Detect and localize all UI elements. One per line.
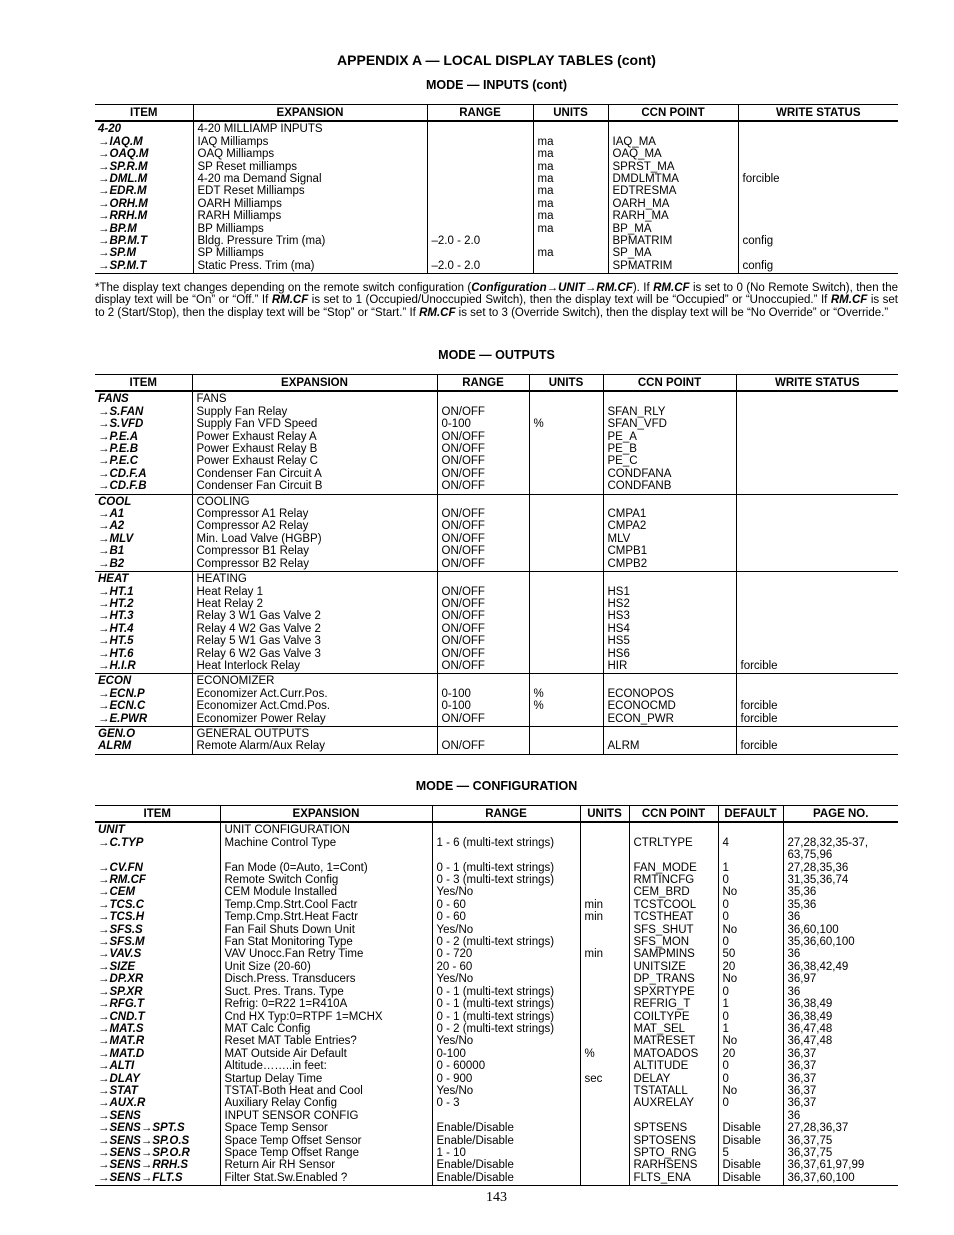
column-header: RANGE (427, 105, 533, 122)
table-row (95, 674, 898, 727)
table-cell: ON/OFF (437, 726, 529, 754)
table-cell: ON/OFF ON/OFF ON/OFF ON/OFF ON/OFF (437, 494, 529, 571)
column-header: CCN POINT (629, 806, 718, 823)
table-cell: forcible forcible (736, 674, 898, 727)
table-cell (529, 494, 603, 571)
table-cell: ALRM (603, 726, 736, 754)
table-cell: HEAT →HT.1 →HT.2 →HT.3 →HT.4 →HT.5 →HT.6 →H.I.R (95, 572, 192, 674)
config-header-row (95, 806, 898, 823)
column-header: EXPANSION (220, 806, 432, 823)
table-cell: forcible (736, 572, 898, 674)
table-cell: –2.0 - 2.0 –2.0 - 2.0 (427, 121, 533, 273)
table-row (95, 391, 898, 494)
table-cell: FANS Supply Fan Relay Supply Fan VFD Speed Power Exhaust Relay A Power Exhaust Relay B Power Exhaust Relay C Condenser Fan Circuit A Condenser Fan Circuit B (192, 391, 437, 494)
config-heading: MODE — CONFIGURATION (415, 779, 578, 793)
table-cell: ON/OFF 0-100 ON/OFF ON/OFF ON/OFF ON/OFF ON/OFF (437, 391, 529, 494)
table-cell: GENERAL OUTPUTS Remote Alarm/Aux Relay (192, 726, 437, 754)
inputs-table (95, 104, 898, 274)
table-cell: CMPA1 CMPA2 MLV CMPB1 CMPB2 (603, 494, 736, 571)
table-cell: UNIT CONFIGURATION Machine Control Type Fan Mode (0=Auto, 1=Cont) Remote Switch Config CEM Module Installed Temp.Cmp.Strt.Cool Factr Temp.Cmp.Strt.Heat Factr Fan Fail Shuts Down Unit Fan Stat Monitoring Type VAV Unocc.Fan Retry Time Unit Size (20-60) Disch.Press. Transducers Suct. Pres. Trans. Type Refrig: 0=R22 1=R410A Cnd HX Typ:0=RTPF 1=MCHX MAT Calc Config Reset MAT Table Entries? MAT Outside Air Default Altitude……..in feet: Startup Delay Time TSTAT-Both Heat and Cool Auxiliary Relay Config INPUT SENSOR CONFIG Space Temp Sensor Space Temp Offset Sensor Space Temp Offset Range Return Air RH Sensor Filter Stat.Sw.Enabled ? (220, 822, 432, 1185)
table-cell: CTRLTYPE FAN_MODE RMTINCFG CEM_BRD TCSTCOOL TCSTHEAT SFS_SHUT SFS_MON SAMPMINS UNITSIZE DP_TRANS SPXRTYPE REFRIG_T COILTYPE MAT_SEL MATRESET MATOADOS ALTITUDE DELAY TSTATALL AUXRELAY SPTSENS SPTOSENS SPTO_RNG RARHSENS FLTS_ENA (629, 822, 718, 1185)
table-cell: 1 - 6 (multi-text strings) 0 - 1 (multi-text strings) 0 - 3 (multi-text strings) Yes/No 0 - 60 0 - 60 Yes/No 0 - 2 (multi-text strings) 0 - 720 20 - 60 Yes/No 0 - 1 (multi-text strings) 0 - 1 (multi-text strings) 0 - 1 (multi-text strings) 0 - 2 (multi-text strings) Yes/No 0-100 0 - 60000 0 - 900 Yes/No 0 - 3 Enable/Disable Enable/Disable 1 - 10 Enable/Disable Enable/Disable (432, 822, 580, 1185)
column-header: UNITS (580, 806, 629, 823)
table-cell: 27,28,32,35-37, 63,75,96 27,28,35,36 31,35,36,74 35,36 35,36 36 36,60,100 35,36,60,100 36 36,38,42,49 36,97 36 36,38,49 36,38,49 36,47,48 36,47,48 36,37 36,37 36,37 36,37 36,37 36 27,28,36,37 36,37,75 36,37,75 36,37,61,97,99 36,37,60,100 (783, 822, 898, 1185)
outputs-heading: MODE — OUTPUTS (438, 348, 555, 362)
table-row (95, 121, 898, 273)
table-row (95, 726, 898, 754)
table-cell: 4-20 →IAQ.M →OAQ.M →SP.R.M →DML.M →EDR.M →ORH.M →RRH.M →BP.M →BP.M.T →SP.M →SP.M.T (95, 121, 193, 273)
column-header: PAGE NO. (783, 806, 898, 823)
table-cell: COOL →A1 →A2 →MLV →B1 →B2 (95, 494, 192, 571)
column-header: ITEM (95, 375, 192, 392)
table-cell: ECONOMIZER Economizer Act.Curr.Pos. Economizer Act.Cmd.Pos. Economizer Power Relay (192, 674, 437, 727)
page-title: APPENDIX A — LOCAL DISPLAY TABLES (cont) (337, 52, 656, 68)
table-cell (736, 494, 898, 571)
table-cell: HEATING Heat Relay 1 Heat Relay 2 Relay 3 W1 Gas Valve 2 Relay 4 W2 Gas Valve 2 Relay 5 W1 Gas Valve 3 Relay 6 W2 Gas Valve 3 Heat Interlock Relay (192, 572, 437, 674)
page-number: 143 (486, 1190, 507, 1205)
table-cell (736, 391, 898, 494)
column-header: RANGE (437, 375, 529, 392)
column-header: WRITE STATUS (738, 105, 898, 122)
footnote: *The display text changes depending on the remote switch configuration (Configuration→UNIT→RM.CF). If RM.CF is set to 0 (No Remote Switch), then the display text will be “On” or “Off.” If RM.CF is set to 1 (Occupied/Unoccupied Switch), then the display text will be “Occupied” or “Unoccupied.” If RM.CF is set to 2 (Start/Stop), then the display text will be “Stop” or “Start.” If RM.CF is set to 3 (Override Switch), then the display text will be “No Override” or “Override.” (95, 282, 898, 319)
column-header: ITEM (95, 806, 220, 823)
table-row (95, 572, 898, 674)
column-header: WRITE STATUS (736, 375, 898, 392)
table-cell: ma ma ma ma ma ma ma ma ma (533, 121, 608, 273)
table-cell: % % (529, 674, 603, 727)
table-cell: 0-100 0-100 ON/OFF (437, 674, 529, 727)
table-row (95, 822, 898, 1185)
config-table (95, 805, 898, 1186)
table-cell: FANS →S.FAN →S.VFD →P.E.A →P.E.B →P.E.C →CD.F.A →CD.F.B (95, 391, 192, 494)
table-cell (529, 572, 603, 674)
table-cell (529, 726, 603, 754)
table-cell: GEN.O ALRM (95, 726, 192, 754)
column-header: ITEM (95, 105, 193, 122)
table-cell: forcible config config (738, 121, 898, 273)
column-header: EXPANSION (192, 375, 437, 392)
table-cell: forcible (736, 726, 898, 754)
table-cell: % (529, 391, 603, 494)
table-cell: min min min % sec (580, 822, 629, 1185)
table-cell: ON/OFF ON/OFF ON/OFF ON/OFF ON/OFF ON/OFF ON/OFF (437, 572, 529, 674)
column-header: UNITS (529, 375, 603, 392)
column-header: CCN POINT (603, 375, 736, 392)
inputs-heading: MODE — INPUTS (cont) (426, 78, 567, 92)
table-cell: ECONOPOS ECONOCMD ECON_PWR (603, 674, 736, 727)
table-cell: SFAN_RLY SFAN_VFD PE_A PE_B PE_C CONDFANA CONDFANB (603, 391, 736, 494)
table-cell: COOLING Compressor A1 Relay Compressor A2 Relay Min. Load Valve (HGBP) Compressor B1 Relay Compressor B2 Relay (192, 494, 437, 571)
outputs-header-row (95, 375, 898, 392)
column-header: CCN POINT (608, 105, 738, 122)
column-header: UNITS (533, 105, 608, 122)
table-cell: HS1 HS2 HS3 HS4 HS5 HS6 HIR (603, 572, 736, 674)
table-cell: ECON →ECN.P →ECN.C →E.PWR (95, 674, 192, 727)
table-cell: UNIT →C.TYP →CV.FN →RM.CF →CEM →TCS.C →TCS.H →SFS.S →SFS.M →VAV.S →SIZE →DP.XR →SP.XR →RFG.T →CND.T →MAT.S →MAT.R →MAT.D →ALTI →DLAY →STAT →AUX.R →SENS →SENS→SPT.S →SENS→SP.O.S →SENS→SP.O.R →SENS→RRH.S →SENS→FLT.S (95, 822, 220, 1185)
table-cell: 4 1 0 No 0 0 No 0 50 20 No 0 1 0 1 No 20 0 0 No 0 Disable Disable 5 Disable Disable (718, 822, 783, 1185)
inputs-header-row (95, 105, 898, 122)
table-cell: 4-20 MILLIAMP INPUTS IAQ Milliamps OAQ Milliamps SP Reset milliamps 4-20 ma Demand Signal EDT Reset Milliamps OARH Milliamps RARH Milliamps BP Milliamps Bldg. Pressure Trim (ma) SP Milliamps Static Press. Trim (ma) (193, 121, 427, 273)
column-header: RANGE (432, 806, 580, 823)
outputs-table (95, 374, 898, 755)
table-row (95, 494, 898, 571)
table-cell: IAQ_MA OAQ_MA SPRST_MA DMDLMTMA EDTRESMA OARH_MA RARH_MA BP_MA BPMATRIM SP_MA SPMATRIM (608, 121, 738, 273)
column-header: DEFAULT (718, 806, 783, 823)
column-header: EXPANSION (193, 105, 427, 122)
